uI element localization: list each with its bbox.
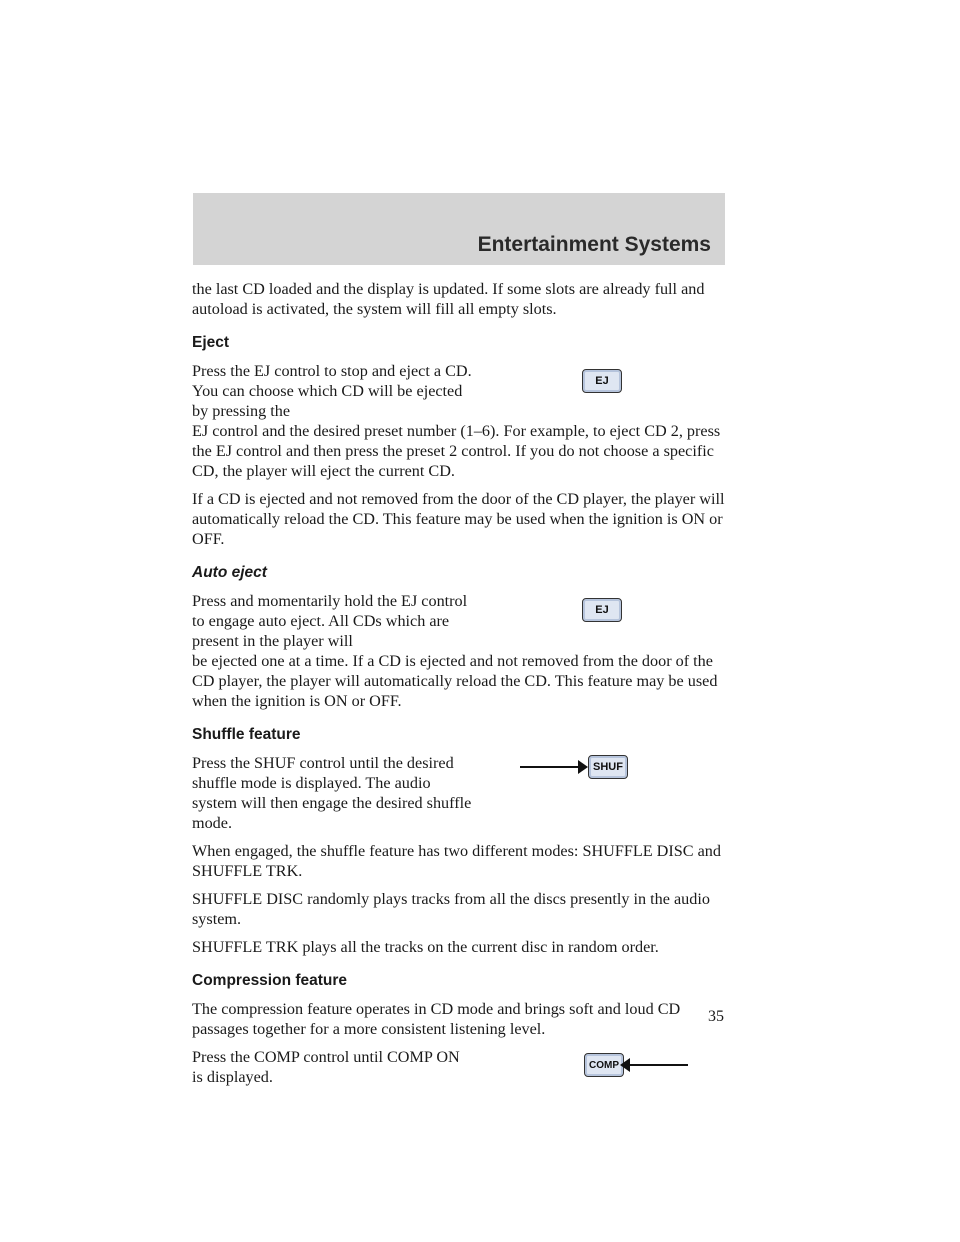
shuffle-paragraph-4: SHUFFLE TRK plays all the tracks on the current disc in random order. — [192, 938, 659, 956]
shuffle-paragraph-2: When engaged, the shuffle feature has two different modes: SHUFFLE DISC and SHUFFLE TRK. — [192, 842, 721, 880]
eject-reload-paragraph: If a CD is ejected and not removed from the door of the CD player, the player will automatically reload the CD. This feature may be used when the ignition is ON or OFF. — [192, 490, 725, 548]
eject-paragraph-rest: EJ control and the desired preset number (1–6). For example, to eject CD 2, press the EJ control and then press the preset 2 control. If you do not choose a specific CD, the player will eject the current CD. — [192, 422, 721, 480]
auto-eject-section — [192, 591, 732, 651]
shuf-button-icon: SHUF — [588, 755, 628, 779]
arrow-left-icon — [622, 1064, 688, 1066]
auto-eject-paragraph-rest: be ejected one at a time. If a CD is ejected and not removed from the door of the CD player, the player will automatically reload the CD. This feature may be used when the ignition is ON or OFF. — [192, 652, 718, 710]
compression-paragraph-2: Press the COMP control until COMP ON is displayed. — [192, 1048, 460, 1086]
shuffle-heading: Shuffle feature — [192, 726, 301, 743]
auto-eject-paragraph-narrow: Press and momentarily hold the EJ control to engage auto eject. All CDs which are present in the player will — [192, 592, 468, 650]
eject-heading: Eject — [192, 334, 230, 351]
compression-heading: Compression feature — [192, 972, 348, 989]
section-header-band — [193, 193, 725, 265]
arrow-right-icon — [520, 766, 586, 768]
ej-button-icon: EJ — [582, 369, 622, 393]
compression-paragraph-1: The compression feature operates in CD mode and brings soft and loud CD passages together for a more consistent listening level. — [192, 1000, 681, 1038]
ej-button-icon: EJ — [582, 598, 622, 622]
page-content — [192, 279, 732, 1095]
compression-section — [192, 1047, 732, 1087]
eject-paragraph-narrow: Press the EJ control to stop and eject a CD. You can choose which CD will be ejected by pressing the — [192, 362, 472, 420]
shuffle-paragraph-3: SHUFFLE DISC randomly plays tracks from all the discs presently in the audio system. — [192, 890, 710, 928]
shuffle-paragraph-1: Press the SHUF control until the desired shuffle mode is displayed. The audio system will then engage the desired shuffle mode. — [192, 754, 472, 832]
intro-paragraph: the last CD loaded and the display is updated. If some slots are already full and autoload is activated, the system will fill all empty slots. — [192, 280, 705, 318]
comp-button-icon: COMP — [584, 1053, 624, 1077]
section-title: Entertainment Systems — [477, 233, 711, 256]
auto-eject-heading: Auto eject — [192, 564, 267, 581]
shuffle-section — [192, 753, 732, 833]
eject-section — [192, 361, 732, 421]
page-number: 35 — [708, 1008, 724, 1025]
